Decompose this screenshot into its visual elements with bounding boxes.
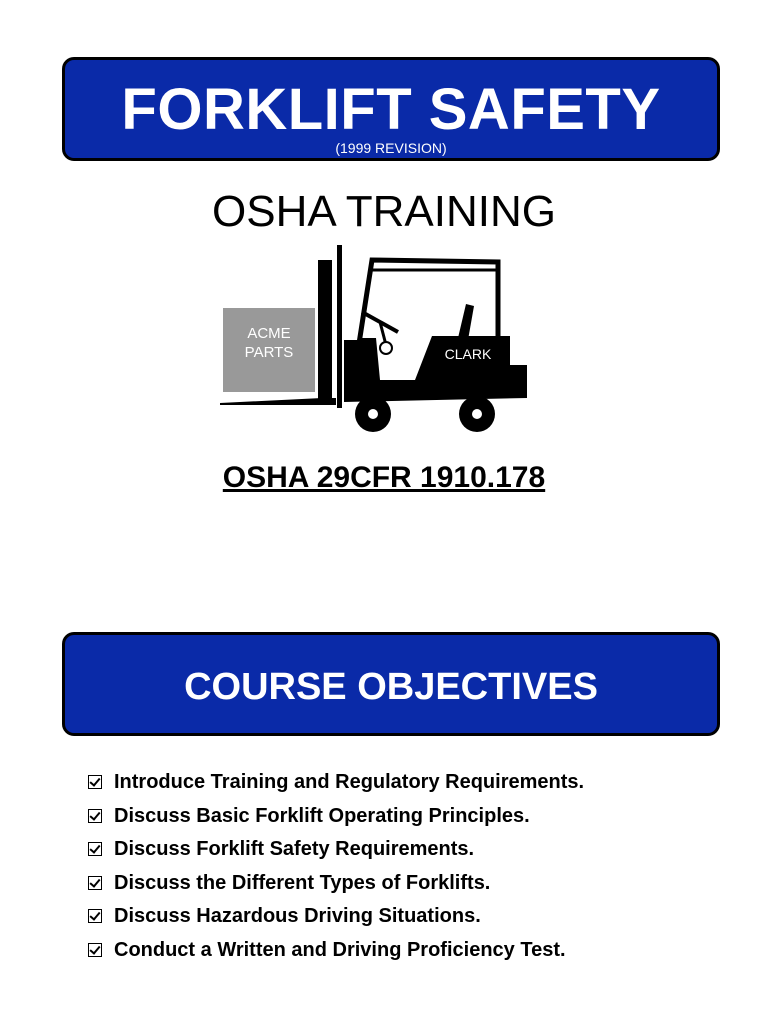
brand-label: CLARK bbox=[444, 346, 492, 362]
list-item bbox=[88, 833, 584, 867]
objectives-title: COURSE OBJECTIVES bbox=[184, 666, 598, 708]
forklift-illustration bbox=[210, 240, 540, 440]
list-item bbox=[88, 867, 584, 901]
objective-text: Discuss Forklift Safety Requirements. bbox=[114, 838, 475, 861]
list-item bbox=[88, 934, 584, 968]
revision-subtitle: (1999 REVISION) bbox=[335, 140, 447, 156]
objective-text: Conduct a Written and Driving Proficiency Test. bbox=[114, 938, 566, 961]
page-title: FORKLIFT SAFETY bbox=[121, 77, 661, 142]
mast bbox=[337, 245, 342, 408]
objective-text: Discuss Basic Forklift Operating Principles. bbox=[114, 804, 530, 827]
objective-text: Discuss the Different Types of Forklifts. bbox=[114, 871, 491, 894]
objectives-list bbox=[88, 766, 584, 968]
forklift-body bbox=[344, 336, 527, 402]
seat bbox=[458, 304, 474, 340]
title-banner bbox=[62, 57, 720, 161]
training-heading: OSHA TRAINING bbox=[212, 187, 556, 236]
list-item bbox=[88, 766, 584, 800]
crate-label-line2: PARTS bbox=[244, 344, 294, 361]
objective-text: Introduce Training and Regulatory Requirements. bbox=[114, 771, 585, 793]
objectives-banner bbox=[62, 632, 720, 736]
carriage bbox=[318, 260, 332, 402]
objective-text: Discuss Hazardous Driving Situations. bbox=[114, 905, 481, 928]
checkbox-icon bbox=[88, 876, 102, 890]
regulation-reference: OSHA 29CFR 1910.178 bbox=[222, 461, 546, 494]
checkbox-icon bbox=[88, 775, 102, 789]
crate-label-line1: ACME bbox=[247, 325, 291, 342]
list-item bbox=[88, 800, 584, 834]
checkbox-icon bbox=[88, 943, 102, 957]
checkbox-icon bbox=[88, 842, 102, 856]
checkbox-icon bbox=[88, 909, 102, 923]
checkbox-icon bbox=[88, 809, 102, 823]
list-item bbox=[88, 900, 584, 934]
